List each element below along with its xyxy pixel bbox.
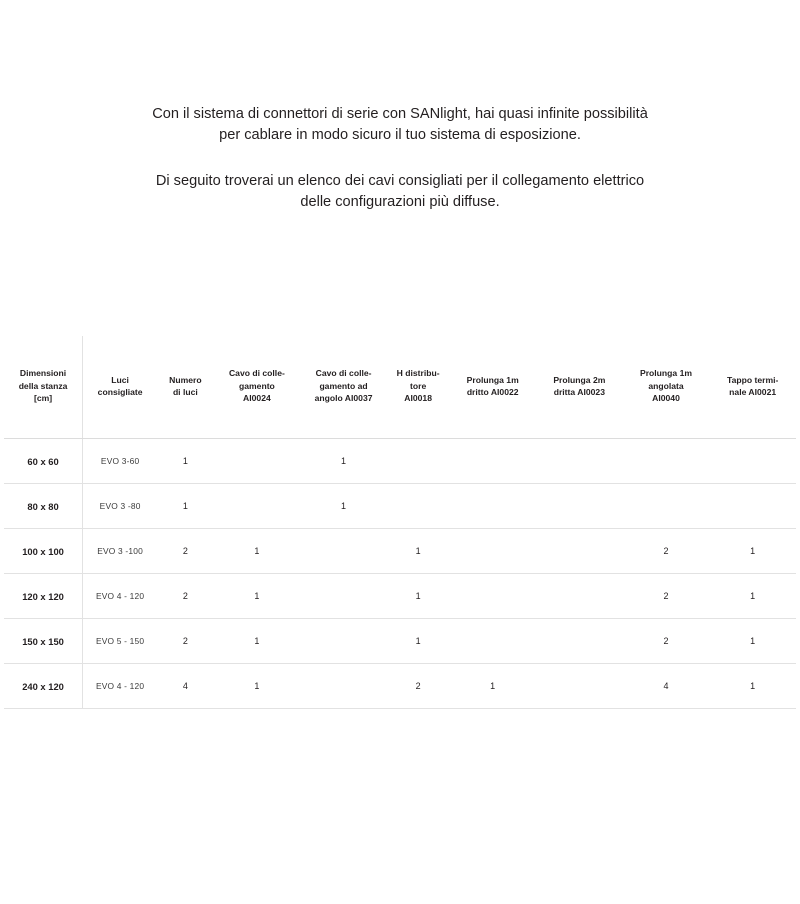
- cell-recommended-lights: EVO 3 -100: [83, 529, 158, 574]
- header-line: AI0018: [404, 393, 432, 404]
- cell-extension-1m-angled: [623, 439, 710, 484]
- table-head: [4, 336, 796, 439]
- cell-end-cap: 1: [709, 574, 796, 619]
- column-header-connection-cable-ai0024: [214, 336, 301, 439]
- column-header-extension-2m-straight-ai0023: [536, 336, 623, 439]
- cell-extension-1m-straight: 1: [449, 664, 536, 709]
- cell-angle-connection-cable: [300, 664, 387, 709]
- table-row: [4, 664, 796, 709]
- cable-recommendation-table: [4, 336, 796, 709]
- cell-angle-connection-cable: [300, 529, 387, 574]
- cell-angle-connection-cable: [300, 619, 387, 664]
- table-row: [4, 574, 796, 619]
- table-body: [4, 439, 796, 709]
- header-line: dritta AI0023: [553, 387, 605, 397]
- cell-recommended-lights: EVO 5 - 150: [83, 619, 158, 664]
- cell-room-dimensions: 80 x 80: [4, 484, 83, 529]
- cell-number-of-lights: 2: [157, 529, 213, 574]
- column-header-h-distributor-ai0018: [387, 336, 449, 439]
- cell-room-dimensions: 60 x 60: [4, 439, 83, 484]
- cell-extension-2m-straight: [536, 439, 623, 484]
- cell-number-of-lights: 4: [157, 664, 213, 709]
- header-line: gamento ad: [319, 380, 368, 391]
- cell-recommended-lights: EVO 4 - 120: [83, 574, 158, 619]
- cell-h-distributor: 1: [387, 529, 449, 574]
- cell-extension-2m-straight: [536, 484, 623, 529]
- cell-room-dimensions: 240 x 120: [4, 664, 83, 709]
- header-line: Prolunga 1m: [466, 374, 519, 385]
- header-line: Dimensioni: [19, 368, 67, 379]
- header-line: dritto AI0022: [466, 387, 519, 397]
- table-header-row: [4, 336, 796, 439]
- header-line: angolata: [648, 380, 684, 391]
- cell-room-dimensions: 100 x 100: [4, 529, 83, 574]
- column-header-number-of-lights: [157, 336, 213, 439]
- cell-recommended-lights: EVO 3-60: [83, 439, 158, 484]
- cell-end-cap: [709, 484, 796, 529]
- cell-angle-connection-cable: 1: [300, 484, 387, 529]
- cell-extension-1m-angled: 2: [623, 574, 710, 619]
- column-header-room-dimensions: [4, 336, 83, 439]
- cell-extension-1m-straight: [449, 484, 536, 529]
- intro-paragraph-1-line-2: per cablare in modo sicuro il tuo sistema di esposizione.: [219, 127, 581, 143]
- cell-number-of-lights: 2: [157, 574, 213, 619]
- header-line: Prolunga 2m: [553, 374, 606, 385]
- column-header-end-cap-ai0021: [709, 336, 796, 439]
- intro-paragraph-2: [60, 171, 740, 213]
- table-row: [4, 619, 796, 664]
- table-row: [4, 484, 796, 529]
- cell-h-distributor: 1: [387, 619, 449, 664]
- cable-recommendation-table-wrapper: [0, 336, 800, 709]
- header-line: di luci: [172, 387, 198, 397]
- cell-end-cap: 1: [709, 664, 796, 709]
- header-line: Prolunga 1m: [639, 368, 693, 379]
- cell-connection-cable: [214, 484, 301, 529]
- cell-extension-2m-straight: [536, 619, 623, 664]
- header-line: Luci: [111, 374, 129, 385]
- cell-recommended-lights: EVO 4 - 120: [83, 664, 158, 709]
- header-line: AI0040: [652, 393, 680, 404]
- cell-h-distributor: 2: [387, 664, 449, 709]
- cell-connection-cable: 1: [214, 574, 301, 619]
- column-header-angle-connection-cable-ai0037: [300, 336, 387, 439]
- cell-room-dimensions: 120 x 120: [4, 574, 83, 619]
- column-header-recommended-lights: [83, 336, 158, 439]
- cell-number-of-lights: 1: [157, 439, 213, 484]
- header-line: AI0024: [243, 393, 271, 404]
- cell-extension-1m-angled: 2: [623, 529, 710, 574]
- header-line: gamento: [239, 380, 275, 391]
- header-line: tore: [410, 380, 427, 391]
- column-header-extension-1m-straight-ai0022: [449, 336, 536, 439]
- cell-number-of-lights: 1: [157, 484, 213, 529]
- header-line: Numero: [169, 374, 202, 385]
- cell-number-of-lights: 2: [157, 619, 213, 664]
- cell-extension-1m-angled: 4: [623, 664, 710, 709]
- header-line: Tappo termi-: [726, 374, 779, 385]
- intro-paragraph-2-line-2: delle configurazioni più diffuse.: [300, 194, 500, 210]
- header-line: nale AI0021: [729, 387, 777, 397]
- cell-connection-cable: 1: [214, 664, 301, 709]
- cell-end-cap: 1: [709, 529, 796, 574]
- cell-end-cap: [709, 439, 796, 484]
- cell-extension-2m-straight: [536, 664, 623, 709]
- cell-extension-1m-angled: [623, 484, 710, 529]
- cell-connection-cable: 1: [214, 619, 301, 664]
- cell-extension-1m-straight: [449, 619, 536, 664]
- page-root: [0, 104, 800, 904]
- table-row: [4, 439, 796, 484]
- header-line: Cavo di colle-: [228, 368, 285, 379]
- cell-connection-cable: [214, 439, 301, 484]
- header-line: [cm]: [33, 393, 53, 404]
- intro-paragraph-1: [60, 104, 740, 146]
- cell-h-distributor: [387, 484, 449, 529]
- intro-text: [0, 104, 800, 213]
- cell-h-distributor: [387, 439, 449, 484]
- cell-connection-cable: 1: [214, 529, 301, 574]
- cell-extension-2m-straight: [536, 574, 623, 619]
- column-header-extension-1m-angled-ai0040: [623, 336, 710, 439]
- cell-extension-1m-straight: [449, 529, 536, 574]
- cell-extension-1m-straight: [449, 574, 536, 619]
- header-line: angolo AI0037: [314, 393, 373, 404]
- header-line: Cavo di colle-: [315, 368, 372, 379]
- cell-room-dimensions: 150 x 150: [4, 619, 83, 664]
- cell-extension-1m-angled: 2: [623, 619, 710, 664]
- cell-extension-2m-straight: [536, 529, 623, 574]
- cell-h-distributor: 1: [387, 574, 449, 619]
- cell-recommended-lights: EVO 3 -80: [83, 484, 158, 529]
- header-line: della stanza: [18, 380, 68, 391]
- table-row: [4, 529, 796, 574]
- intro-paragraph-2-line-1: Di seguito troverai un elenco dei cavi consigliati per il collegamento elettrico: [155, 173, 645, 189]
- cell-angle-connection-cable: [300, 574, 387, 619]
- cell-end-cap: 1: [709, 619, 796, 664]
- intro-paragraph-1-line-1: Con il sistema di connettori di serie con SANlight, hai quasi infinite possibilità: [152, 106, 648, 122]
- cell-angle-connection-cable: 1: [300, 439, 387, 484]
- header-line: H distribu-: [396, 368, 440, 379]
- header-line: consigliate: [97, 387, 143, 397]
- cell-extension-1m-straight: [449, 439, 536, 484]
